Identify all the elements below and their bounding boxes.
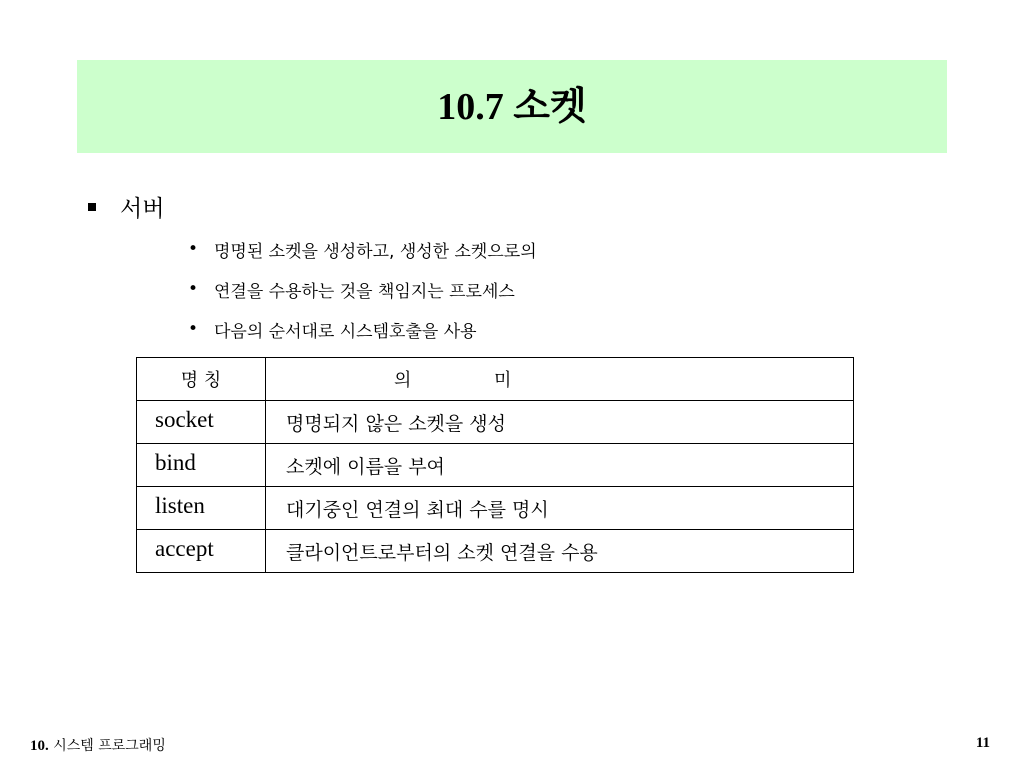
call-meaning-cell: 소켓에 이름을 부여	[266, 444, 854, 487]
bullet-text: 명명된 소켓을 생성하고, 생성한 소켓으로의	[214, 241, 537, 262]
slide-title: 10.7 소켓	[437, 85, 587, 128]
table-row	[137, 530, 854, 573]
system-call-table	[136, 357, 854, 573]
header-name-cell: 명 칭	[137, 358, 266, 401]
bullet-dot-icon: •	[188, 239, 199, 259]
footer-chapter-title: 시스템 프로그래밍	[53, 738, 166, 754]
section-heading	[88, 190, 164, 223]
call-name-cell: accept	[137, 530, 266, 573]
page-number: 11	[975, 735, 990, 751]
table-header-row	[137, 358, 854, 401]
bullet-dot-icon: •	[188, 279, 199, 299]
title-banner	[77, 60, 947, 153]
square-bullet-icon	[88, 203, 96, 211]
footer-chapter-number: 10.	[30, 738, 49, 754]
bullet-item	[188, 275, 537, 303]
header-meaning-part-2: 미	[494, 370, 512, 391]
call-name-cell: socket	[137, 401, 266, 444]
header-meaning-part-1: 의	[394, 370, 412, 391]
bullet-list	[188, 235, 537, 355]
table-row	[137, 487, 854, 530]
bullet-item	[188, 235, 537, 263]
call-meaning-cell: 클라이언트로부터의 소켓 연결을 수용	[266, 530, 854, 573]
table-row	[137, 401, 854, 444]
call-name-cell: listen	[137, 487, 266, 530]
call-meaning-cell: 명명되지 않은 소켓을 생성	[266, 401, 854, 444]
bullet-text: 연결을 수용하는 것을 책임지는 프로세스	[214, 281, 515, 302]
call-meaning-cell: 대기중인 연결의 최대 수를 명시	[266, 487, 854, 530]
table-row	[137, 444, 854, 487]
call-name-cell: bind	[137, 444, 266, 487]
header-meaning-cell	[266, 358, 854, 401]
bullet-dot-icon: •	[188, 319, 199, 339]
bullet-text: 다음의 순서대로 시스템호출을 사용	[214, 321, 477, 342]
section-label: 서버	[120, 196, 165, 222]
bullet-item	[188, 315, 537, 343]
footer-chapter	[30, 735, 166, 755]
